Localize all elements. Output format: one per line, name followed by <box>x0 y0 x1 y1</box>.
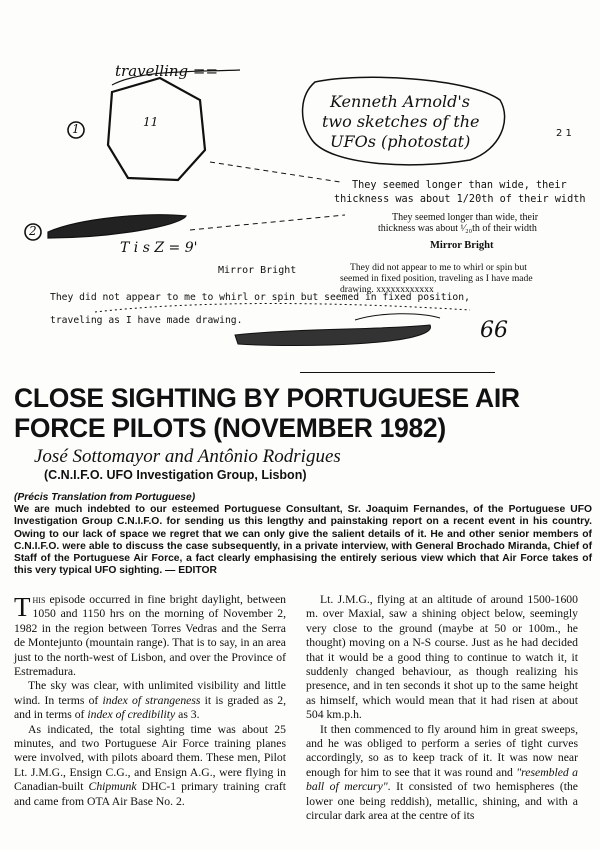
callout-line-3: UFOs (photostat) <box>330 132 471 151</box>
typed-caption-1a: They seemed longer than wide, their <box>352 180 567 191</box>
typed-mirror-bright: Mirror Bright <box>218 265 297 276</box>
sketch-inner-mark: 11 <box>143 115 159 129</box>
sketch-photostat <box>0 0 600 370</box>
handwritten-mid-note: T i s Z = 9' <box>120 240 198 256</box>
paragraph-2: The sky was clear, with unlimited visibility and little wind. In terms of index of strangeness it is graded as 2, and in terms of index of credibility as 3. <box>14 679 287 722</box>
corner-mark: 2 1 <box>556 128 572 139</box>
marker-2-label: 2 <box>29 224 37 238</box>
article-affiliation: (C.N.I.F.O. UFO Investigation Group, Lisbon) <box>44 468 307 482</box>
ufo-sketch-2 <box>48 215 186 238</box>
ufo-sketch-1 <box>108 78 205 180</box>
paragraph-5: It then commenced to fly around him in great sweeps, and he was obliged to perform a series of tight curves accordingly, so as to keep track of it. It was now near enough for him to see that it was round and "resembled a ball of mercury". It consisted of two hemispheres (the lower one being reddish), metallic, shining, and with a circular dark area at the centre of its <box>306 722 578 823</box>
printed-caption-2a: They did not appear to me to whirl or spin but <box>350 262 527 273</box>
callout-line-2: two sketches of the <box>322 112 480 131</box>
editorial-note: We are much indebted to our esteemed Portuguese Consultant, Sr. Joaquim Fernandes, of the Portuguese UFO Investigation Group C.N.I.F.O. for sending us this lengthy and painstaking report on a recent event in his country. Owing to our lack of space we regret that we can only give the salient details of it. He and other senior members of C.N.I.F.O. were able to discuss the case subsequently, in a private interview, with General Brochado Miranda, Chief of Staff of the Portuguese Air Force, a fact clearly emphasising the entirely serious view which that Air Force takes of this very typical UFO sighting. — EDITOR <box>14 504 592 577</box>
printed-caption-1b: thickness was about ¹⁄₂₀th of their width <box>378 223 537 234</box>
paragraph-3: As indicated, the total sighting time was about 25 minutes, and two Portuguese Air Force training planes were involved, with pilots aboard them. These men, Pilot Lt. J.M.G., Ensign C.G., and Ensign A.G., were flying in Canadian-built Chipmunk DHC-1 primary training craft and came from OTA Air Base No. 2. <box>14 722 286 808</box>
paragraph-4: Lt. J.M.G., flying at an altitude of around 1500-1600 m. over Maxial, saw a shining object below, seemingly very close to the ground (maybe at 50 or 100m., he thought) moving on a N-S course. Just as he had decided that it would be a good thing to continue to watch it, it suddenly changed behaviour, as though realizing his presence, and in ten seconds it shot up to the same height as himself, which would mean that it had risen at about 504 km.p.h. <box>306 593 578 722</box>
printed-caption-2b: seemed in fixed position, traveling as I have made <box>340 273 533 284</box>
precis-note: (Précis Translation from Portuguese) <box>14 492 196 503</box>
callout-line-1: Kenneth Arnold's <box>330 92 470 111</box>
page-number: 66 <box>480 318 508 343</box>
marker-1-label: 1 <box>72 122 80 136</box>
section-divider <box>300 372 495 373</box>
typed-caption-2b: traveling as I have made drawing. <box>50 315 243 326</box>
printed-caption-2c: drawing. xxxxxxxxxxxx <box>340 284 434 295</box>
printed-mirror-bright: Mirror Bright <box>430 240 494 251</box>
article-column-left <box>14 593 286 809</box>
handwritten-top-note: travelling == <box>115 62 219 80</box>
printed-caption-1a: They seemed longer than wide, their <box>392 212 539 223</box>
typed-caption-1b: thickness was about 1/20th of their width <box>334 194 586 205</box>
article-title: CLOSE SIGHTING BY PORTUGUESE AIR FORCE PILOTS (NOVEMBER 1982) <box>14 383 520 443</box>
drop-cap: T <box>14 592 31 622</box>
typed-caption-2a: They did not appear to me to whirl or spin but seemed in fixed position, <box>50 292 470 303</box>
article-column-right <box>306 593 578 824</box>
paragraph-1: This episode occurred in fine bright daylight, between 1050 and 1150 hrs on the morning of November 2, 1982 in the region between Torres Vedras and the Serra de Montejunto (mountain range). That is to say, in an area just to the north-west of Lisbon, and over the Province of Estremadura. <box>14 592 286 679</box>
article-authors: José Sottomayor and Antônio Rodrigues <box>34 446 341 467</box>
